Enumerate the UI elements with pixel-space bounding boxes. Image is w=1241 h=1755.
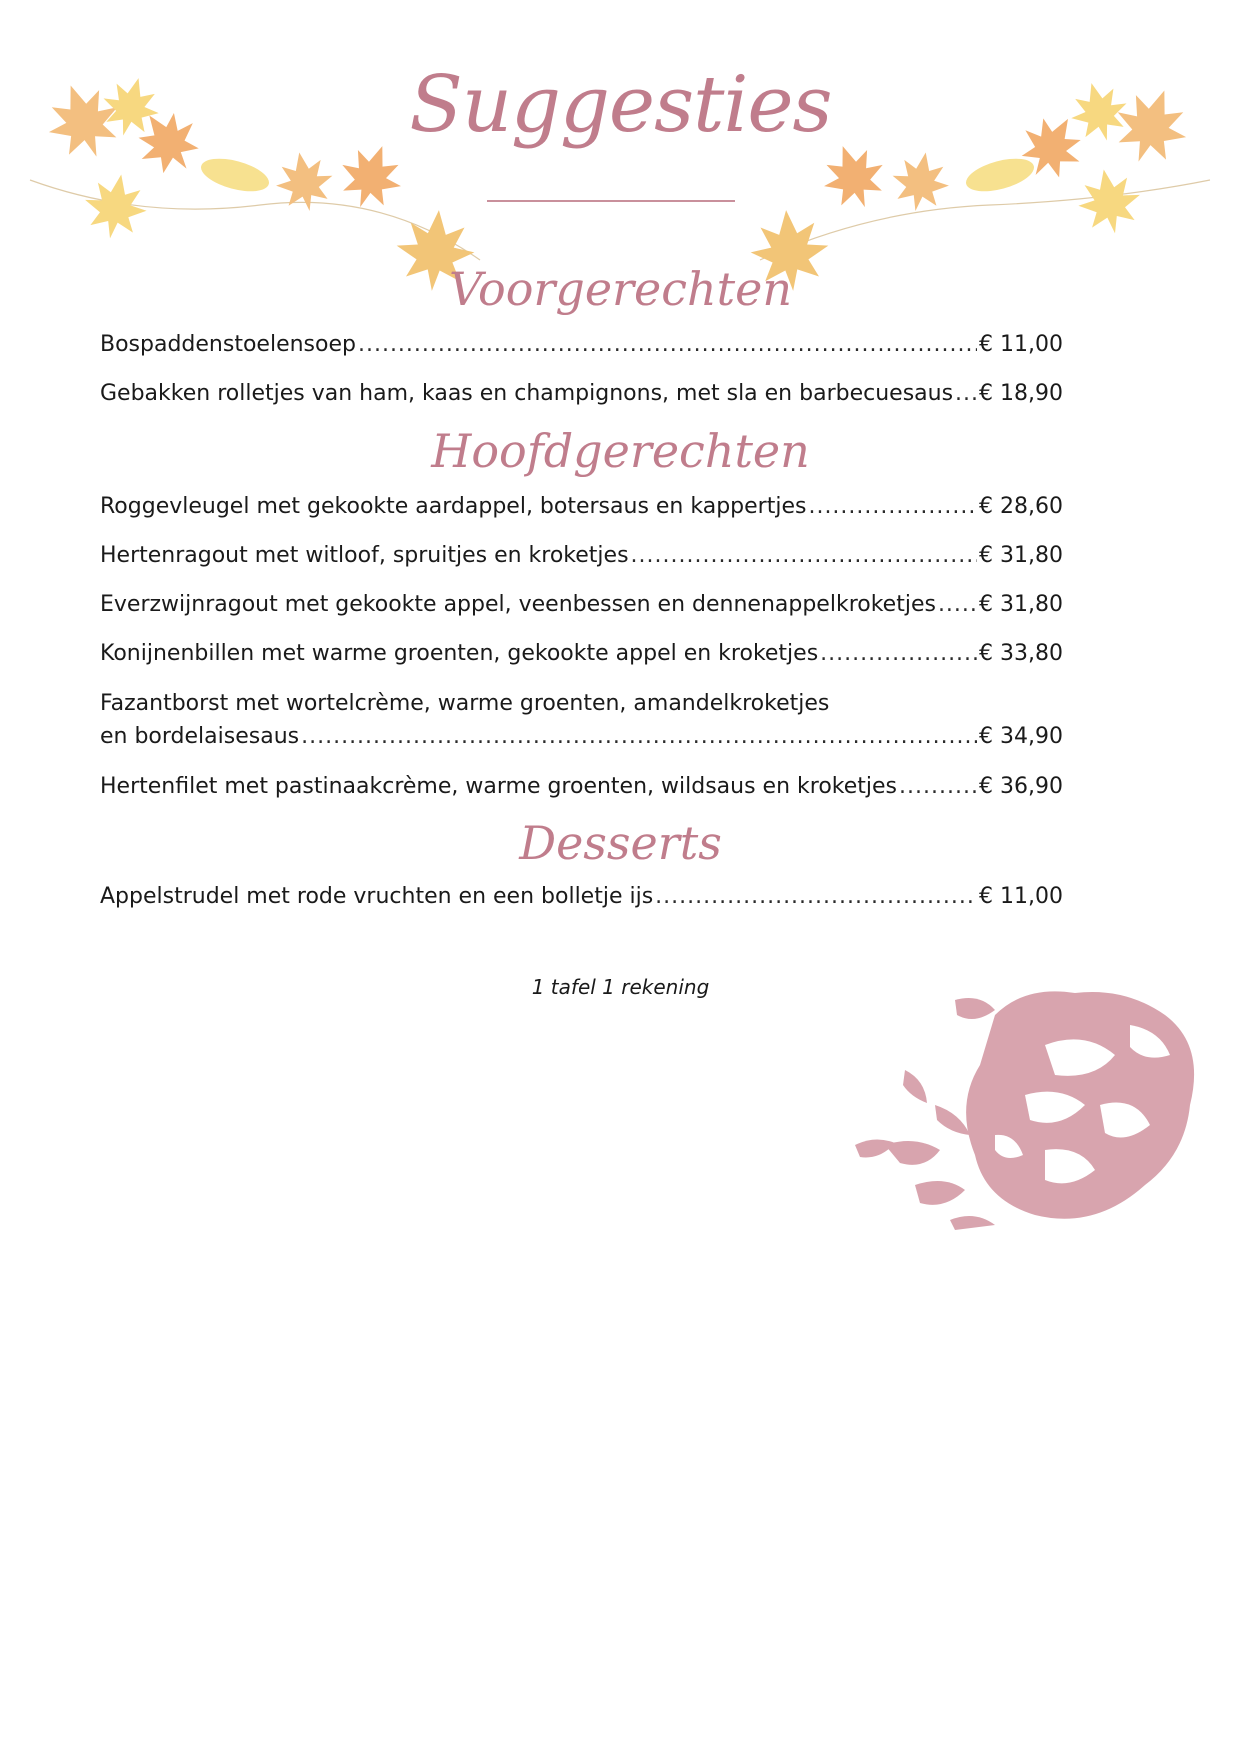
item-name-line1: Fazantborst met wortelcrème, warme groenten, amandelkroketjes (100, 691, 830, 716)
item-name: en bordelaisesaus (100, 724, 300, 749)
item-price: € 28,60 (979, 494, 1063, 519)
item-price: € 31,80 (979, 592, 1063, 617)
section-heading-desserts: Desserts (519, 816, 722, 870)
menu-item (100, 687, 1063, 753)
menu-item (100, 770, 1063, 803)
item-name: Gebakken rolletjes van ham, kaas en champignons, met sla en barbecuesaus (100, 381, 954, 406)
menu-item (100, 880, 1063, 913)
menu-item (100, 490, 1063, 523)
menu-title: Suggesties (409, 60, 832, 150)
section-heading-voorgerechten: Voorgerechten (449, 262, 792, 316)
item-price: € 36,90 (979, 774, 1063, 799)
title-underline (487, 200, 735, 202)
menu-item (100, 637, 1063, 670)
item-price: € 33,80 (979, 641, 1063, 666)
item-name: Everzwijnragout met gekookte appel, veenbessen en dennenappelkroketjes (100, 592, 936, 617)
item-name: Konijnenbillen met warme groenten, gekookte appel en kroketjes (100, 641, 819, 666)
item-price: € 34,90 (979, 724, 1063, 749)
menu-item (100, 377, 1063, 410)
item-price: € 18,90 (979, 381, 1063, 406)
item-name: Roggevleugel met gekookte aardappel, botersaus en kappertjes (100, 494, 807, 519)
rose-flower-decoration (845, 985, 1235, 1235)
item-name: Hertenfilet met pastinaakcrème, warme groenten, wildsaus en kroketjes (100, 774, 898, 799)
item-name: Bospaddenstoelensoep (100, 332, 356, 357)
dot-leader (301, 720, 977, 753)
item-name: Appelstrudel met rode vruchten en een bolletje ijs (100, 884, 654, 909)
menu-item (100, 539, 1063, 572)
item-price: € 11,00 (979, 332, 1063, 357)
dot-leader (631, 539, 977, 572)
item-price: € 11,00 (979, 884, 1063, 909)
dot-leader (820, 637, 977, 670)
dot-leader (899, 770, 977, 803)
dot-leader (655, 880, 977, 913)
dot-leader (938, 588, 977, 621)
footer-note: 1 tafel 1 rekening (531, 975, 710, 999)
menu-item (100, 328, 1063, 361)
dot-leader (808, 490, 977, 523)
item-name: Hertenragout met witloof, spruitjes en kroketjes (100, 543, 629, 568)
dot-leader (358, 328, 977, 361)
item-price: € 31,80 (979, 543, 1063, 568)
dot-leader (955, 377, 977, 410)
menu-item (100, 588, 1063, 621)
section-heading-hoofdgerechten: Hoofdgerechten (431, 424, 810, 478)
